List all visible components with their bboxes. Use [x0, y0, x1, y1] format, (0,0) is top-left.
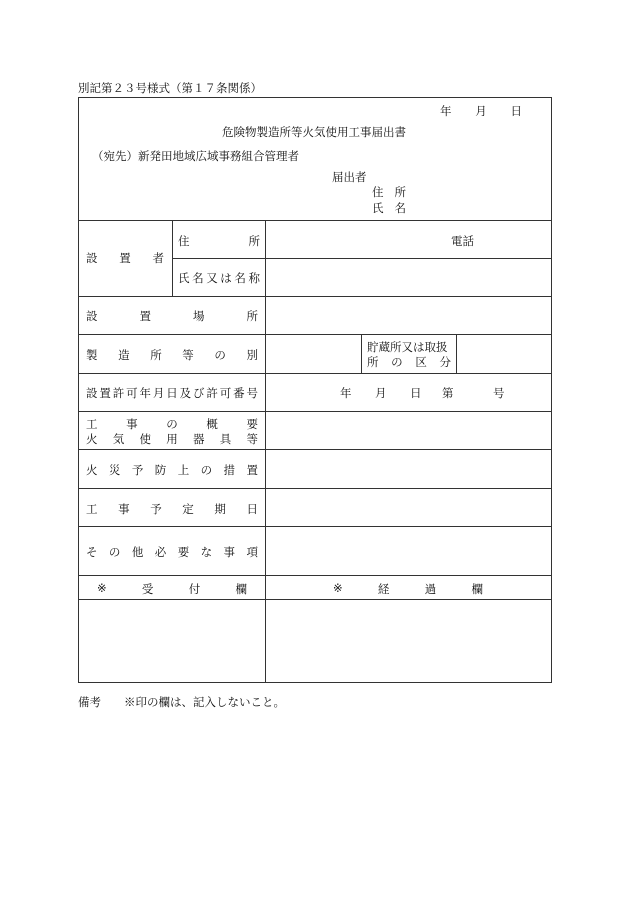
installer-label: 設 置 者	[86, 251, 164, 265]
fire-prevention-label: 火 災 予 防 上 の 措 置	[86, 463, 258, 477]
row-divider	[78, 449, 552, 450]
row-divider	[78, 488, 552, 489]
name-or-title-label: 氏 名 又 は 名 称	[178, 271, 260, 285]
schedule-label: 工 事 予 定 期 日	[86, 502, 258, 516]
notifier-label: 届出者	[332, 170, 367, 184]
permit-number-suffix: 号	[493, 386, 505, 400]
progress-column-label: ※ 経 過 欄	[333, 581, 483, 596]
row-divider	[78, 373, 552, 374]
permit-number-prefix: 第	[442, 386, 454, 400]
other-matters-label: そ の 他 必 要 な 事 項	[86, 545, 258, 559]
row-divider	[78, 220, 552, 221]
row-divider	[78, 599, 552, 600]
column-divider	[172, 220, 173, 296]
notifier-name-label: 氏 名	[372, 201, 406, 215]
row-divider	[78, 526, 552, 527]
notifier-address-label: 住 所	[372, 185, 406, 199]
column-divider	[456, 334, 457, 373]
permit-month-label: 月	[375, 386, 387, 400]
row-divider	[78, 296, 552, 297]
fire-equipment-label: 火 気 使 用 器 具 等	[86, 432, 258, 446]
storage-class-label-line1: 貯蔵所又は取扱	[367, 340, 448, 354]
location-label: 設 置 場 所	[86, 309, 258, 323]
reception-column-label: ※ 受 付 欄	[97, 581, 247, 596]
date-month-label: 月	[475, 104, 487, 118]
column-divider	[361, 334, 362, 373]
row-divider	[78, 575, 552, 576]
permit-date-number-label: 設 置 許 可 年 月 日 及 び 許 可 番 号	[86, 386, 258, 400]
work-outline-label: 工 事 の 概 要	[86, 417, 258, 431]
row-divider	[172, 258, 552, 259]
date-day-label: 日	[510, 104, 522, 118]
addressee: （宛先）新発田地域広域事務組合管理者	[92, 149, 299, 163]
row-divider	[78, 411, 552, 412]
form-number-title: 別記第２３号様式（第１７条関係）	[78, 81, 262, 95]
permit-year-label: 年	[340, 386, 352, 400]
facility-type-label: 製 造 所 等 の 別	[86, 348, 258, 362]
remarks-note: 備考 ※印の欄は、記入しないこと。	[78, 695, 285, 709]
phone-label: 電話	[451, 234, 474, 248]
storage-class-label-line2: 所 の 区 分	[367, 355, 451, 369]
date-line	[440, 103, 522, 119]
installer-address-label: 住 所	[178, 234, 260, 248]
date-year-label: 年	[440, 104, 452, 118]
permit-day-label: 日	[410, 386, 422, 400]
row-divider	[78, 334, 552, 335]
column-divider	[265, 220, 266, 683]
document-title: 危険物製造所等火気使用工事届出書	[222, 125, 406, 139]
